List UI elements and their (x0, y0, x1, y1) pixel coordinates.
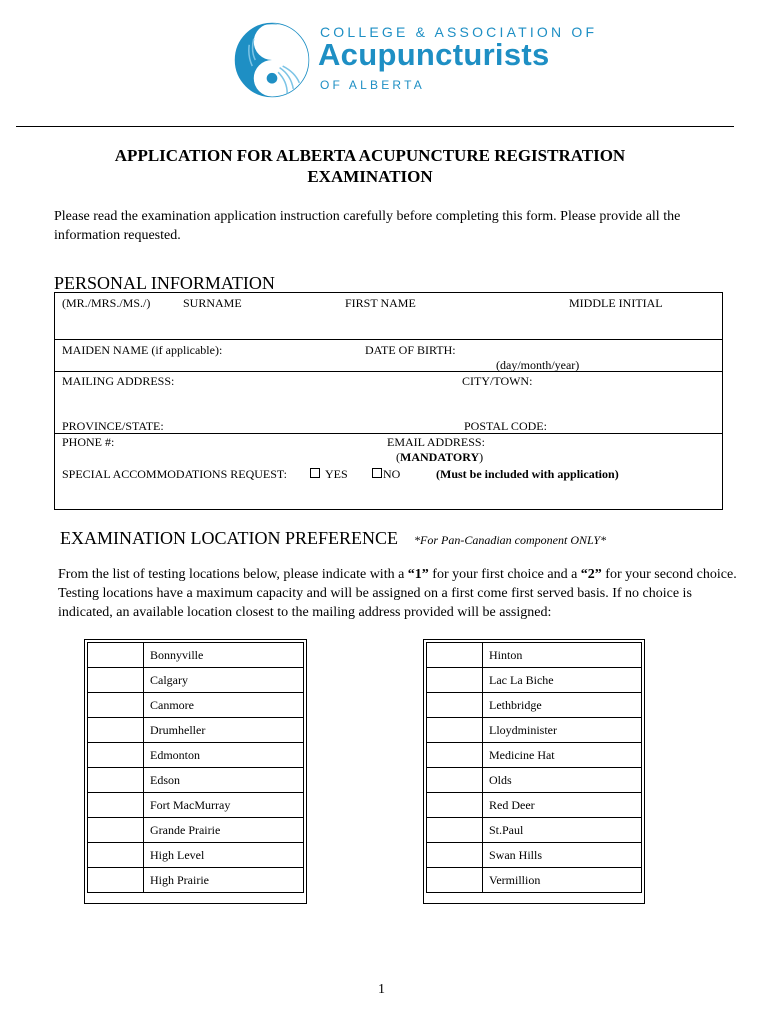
location-name: Vermillion (483, 868, 642, 893)
location-name: Canmore (144, 693, 304, 718)
location-row (88, 718, 304, 743)
location-name: St.Paul (483, 818, 642, 843)
location-rank-input[interactable] (427, 793, 483, 818)
logo-text-line2: Acupuncturists (318, 37, 550, 72)
location-rank-input[interactable] (88, 818, 144, 843)
must-include-note: (Must be included with application) (436, 467, 619, 481)
location-row (88, 743, 304, 768)
date-of-birth-label: DATE OF BIRTH: (365, 343, 456, 357)
location-rank-input[interactable] (427, 718, 483, 743)
yin-yang-logo-icon (234, 22, 310, 98)
location-name: Lac La Biche (483, 668, 642, 693)
location-rank-input[interactable] (427, 868, 483, 893)
location-row (88, 843, 304, 868)
location-rank-input[interactable] (427, 743, 483, 768)
location-name: Red Deer (483, 793, 642, 818)
yes-label: YES (325, 467, 348, 481)
location-name: Calgary (144, 668, 304, 693)
location-name: Medicine Hat (483, 743, 642, 768)
location-row (427, 793, 642, 818)
province-state-label: PROVINCE/STATE: (62, 419, 164, 433)
right-location-table (426, 642, 642, 893)
left-location-table (87, 642, 304, 893)
location-row (88, 868, 304, 893)
email-mandatory-note: (MANDATORY) (396, 450, 484, 464)
header-divider (16, 126, 734, 127)
location-preference-heading: EXAMINATION LOCATION PREFERENCE (60, 528, 398, 548)
location-rank-input[interactable] (88, 693, 144, 718)
first-name-label: FIRST NAME (345, 296, 416, 310)
location-rank-input[interactable] (427, 668, 483, 693)
title-line1: APPLICATION FOR ALBERTA ACUPUNCTURE REGISTRATION (114, 146, 626, 165)
personal-info-heading: PERSONAL INFORMATION (54, 273, 275, 293)
location-rank-input[interactable] (88, 718, 144, 743)
location-row (88, 668, 304, 693)
city-town-label: CITY/TOWN: (462, 374, 533, 388)
phone-label: PHONE #: (62, 435, 115, 449)
location-rank-input[interactable] (88, 668, 144, 693)
location-row (88, 768, 304, 793)
location-rank-input[interactable] (88, 768, 144, 793)
location-rank-input[interactable] (427, 843, 483, 868)
title-line2: EXAMINATION (307, 167, 433, 186)
postal-code-label: POSTAL CODE: (464, 419, 547, 433)
pan-canadian-note: *For Pan-Canadian component ONLY* (414, 533, 607, 547)
location-name: Swan Hills (483, 843, 642, 868)
row-divider (55, 339, 722, 340)
location-row (427, 768, 642, 793)
location-rank-input[interactable] (427, 768, 483, 793)
yes-checkbox[interactable] (310, 468, 320, 478)
location-name: Hinton (483, 643, 642, 668)
location-row (427, 668, 642, 693)
dob-format-hint: (day/month/year) (496, 358, 580, 372)
location-instructions: From the list of testing locations below, please indicate with a “1” for your first choice and a “2” for your second choice. Testing locations have a maximum capacity and will be assigned on a first come first served basis. If no choice is indicated, an available location closest to the mailing address provided will be assigned: (58, 567, 737, 620)
salutation-label: (MR./MRS./MS./) (62, 296, 151, 310)
row-divider (55, 433, 722, 434)
email-label: EMAIL ADDRESS: (387, 435, 485, 449)
no-checkbox[interactable] (372, 468, 382, 478)
location-name: Lloydminister (483, 718, 642, 743)
location-name: Drumheller (144, 718, 304, 743)
special-accommodations-label: SPECIAL ACCOMMODATIONS REQUEST: (62, 467, 287, 481)
row-divider (55, 371, 722, 372)
location-name: High Level (144, 843, 304, 868)
location-rank-input[interactable] (427, 643, 483, 668)
location-rank-input[interactable] (88, 843, 144, 868)
location-name: High Prairie (144, 868, 304, 893)
location-name: Lethbridge (483, 693, 642, 718)
location-row (88, 643, 304, 668)
location-rank-input[interactable] (427, 693, 483, 718)
location-row (427, 643, 642, 668)
personal-info-box (54, 292, 723, 510)
location-row (88, 693, 304, 718)
location-row (427, 693, 642, 718)
location-name: Fort MacMurray (144, 793, 304, 818)
no-label: NO (383, 467, 401, 481)
page-number: 1 (378, 982, 385, 997)
maiden-name-label: MAIDEN NAME (if applicable): (62, 343, 223, 357)
location-rank-input[interactable] (427, 818, 483, 843)
page-title (60, 145, 680, 187)
location-row (427, 818, 642, 843)
logo-text-line1: COLLEGE & ASSOCIATION OF (320, 24, 598, 40)
location-row (88, 818, 304, 843)
location-row (427, 843, 642, 868)
location-name: Olds (483, 768, 642, 793)
location-rank-input[interactable] (88, 643, 144, 668)
location-name: Edson (144, 768, 304, 793)
mailing-address-label: MAILING ADDRESS: (62, 374, 175, 388)
location-rank-input[interactable] (88, 743, 144, 768)
location-row (427, 743, 642, 768)
location-name: Bonnyville (144, 643, 304, 668)
location-row (427, 718, 642, 743)
location-row (427, 868, 642, 893)
location-name: Edmonton (144, 743, 304, 768)
middle-initial-label: MIDDLE INITIAL (569, 296, 663, 310)
logo-text-line3: OF ALBERTA (320, 78, 425, 92)
intro-paragraph: Please read the examination application instruction carefully before completing this form. Please provide all the information requested. (54, 209, 681, 243)
location-row (88, 793, 304, 818)
location-name: Grande Prairie (144, 818, 304, 843)
location-rank-input[interactable] (88, 868, 144, 893)
surname-label: SURNAME (183, 296, 242, 310)
location-rank-input[interactable] (88, 793, 144, 818)
